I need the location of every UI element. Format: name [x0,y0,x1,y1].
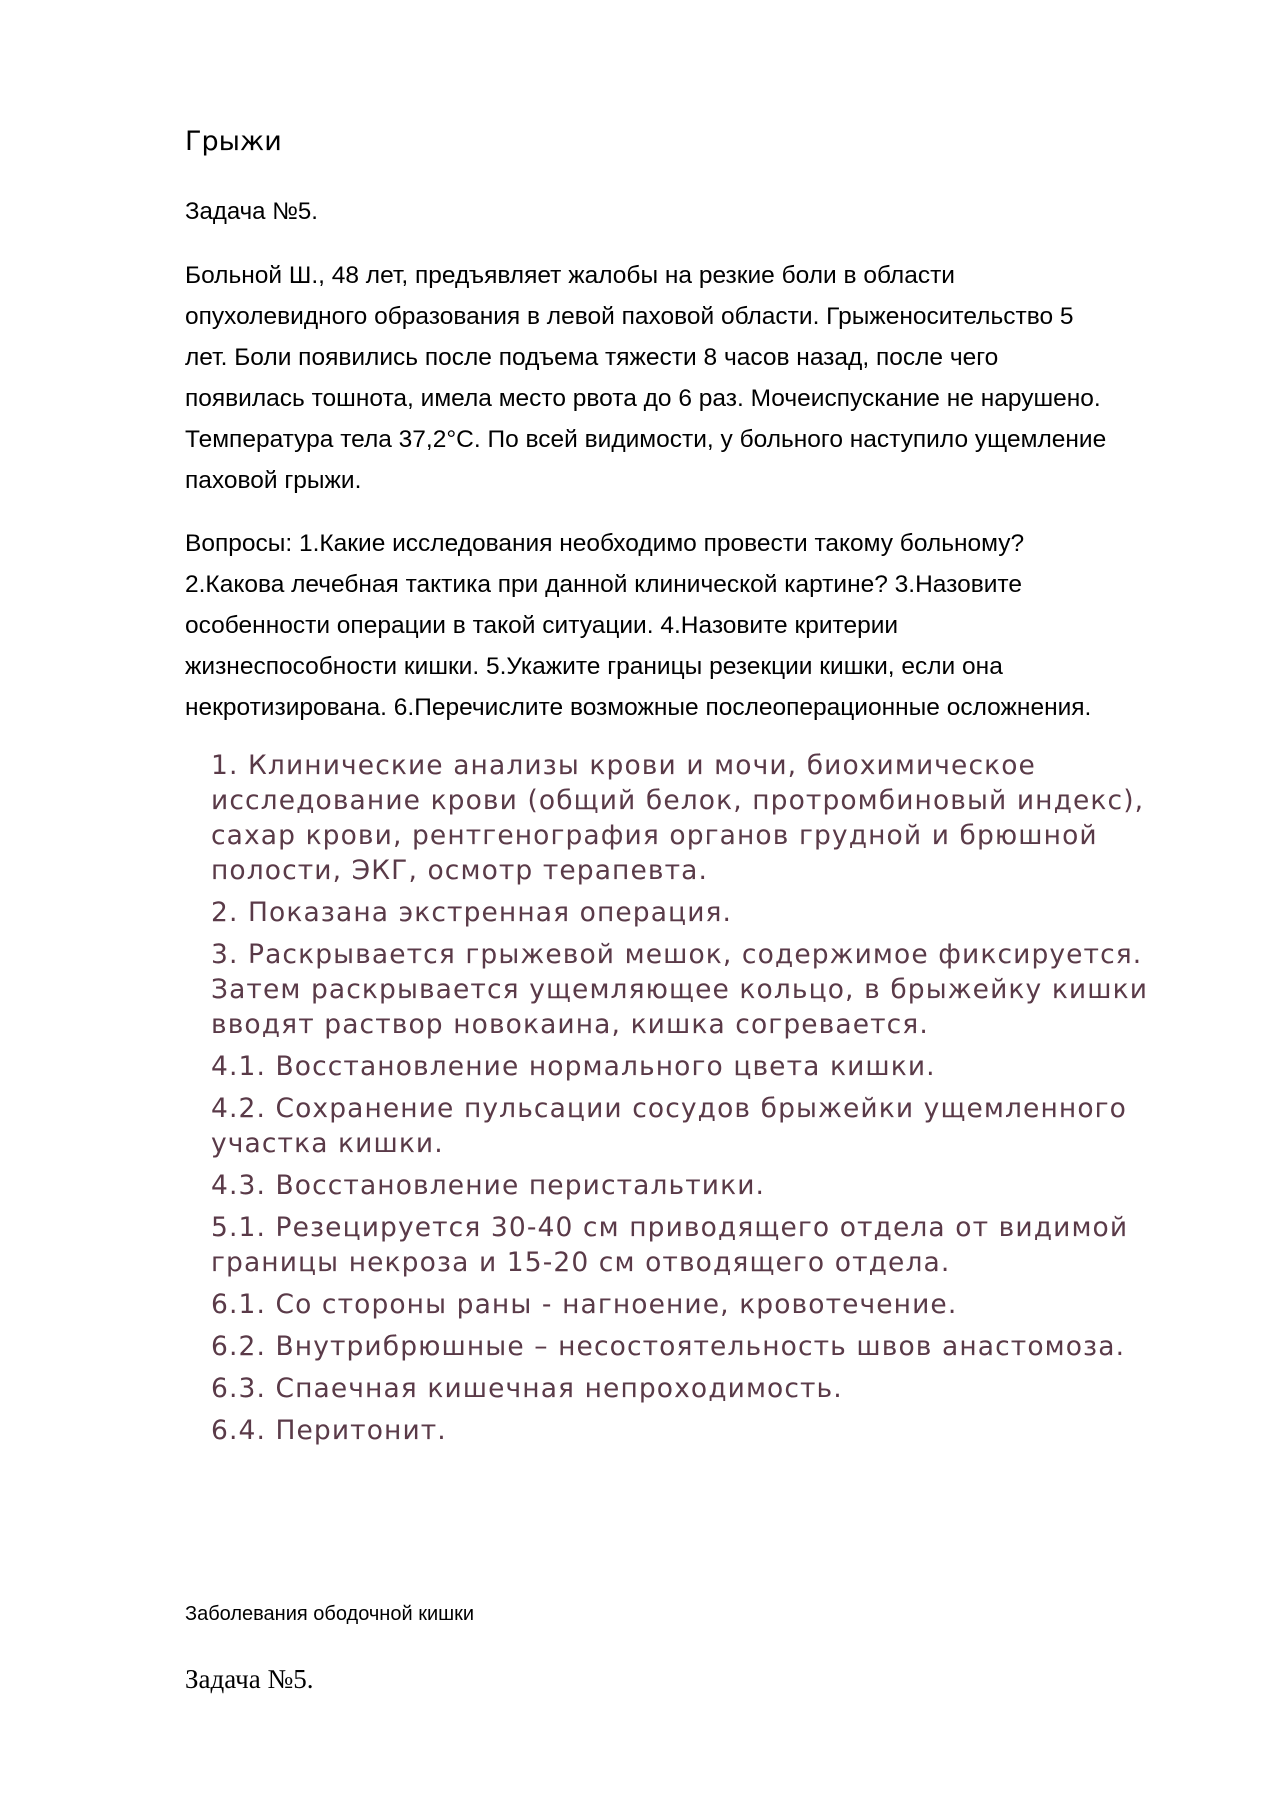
answer-item: 5.1. Резецируется 30-40 см приводящего отдела от видимой границы некроза и 15-20 см отводящего отдела. [211,1212,1129,1278]
case-line: опухолевидного образования в левой паховой области. Грыженосительство 5 [185,303,1074,330]
case-line: паховой грыжи. [185,467,362,494]
question-line: Вопросы: 1.Какие исследования необходимо провести такому больному? [185,530,1025,557]
question-line: жизнеспособности кишки. 5.Укажите границы резекции кишки, если она [185,653,1003,680]
answer-item: 1. Клинические анализы крови и мочи, биохимическое исследование крови (общий белок, протромбиновый индекс), сахар крови, рентгенография органов грудной и брюшной полости, ЭКГ, осмотр терапевта. [211,750,1145,886]
case-line: Больной Ш., 48 лет, предъявляет жалобы на резкие боли в области [185,262,955,289]
question-line: некротизирована. 6.Перечислите возможные послеоперационные осложнения. [185,694,1092,721]
answer-item: 4.3. Восстановление перистальтики. [211,1170,766,1201]
task-label: Задача №5. [185,198,318,225]
question-line: 2.Какова лечебная тактика при данной клинической картине? 3.Назовите [185,571,1022,598]
answer-item: 4.2. Сохранение пульсации сосудов брыжейки ущемленного участка кишки. [211,1093,1127,1159]
next-task-label: Задача №5. [185,1664,314,1694]
answer-item: 3. Раскрывается грыжевой мешок, содержимое фиксируется. Затем раскрывается ущемляющее кольцо, в брыжейку кишки вводят раствор новокаина, кишка согревается. [211,939,1149,1040]
case-line: лет. Боли появились после подъема тяжести 8 часов назад, после чего [185,344,999,371]
question-line: особенности операции в такой ситуации. 4.Назовите критерии [185,612,899,639]
answer-item: 4.1. Восстановление нормального цвета кишки. [211,1051,936,1082]
questions [185,523,1091,728]
answer-item: 6.2. Внутрибрюшные – несостоятельность швов анастомоза. [211,1331,1126,1362]
next-section-title: Заболевания ободочной кишки [185,1603,475,1625]
case-description [185,255,1106,501]
answer-item: 2. Показана экстренная операция. [211,897,733,928]
answer-item: 6.3. Спаечная кишечная непроходимость. [211,1373,843,1404]
answer-item: 6.4. Перитонит. [211,1415,447,1446]
answer-item: 6.1. Со стороны раны - нагноение, кровотечение. [211,1289,958,1320]
answers-list [211,748,1201,1455]
page-title: Грыжи [185,126,282,157]
case-line: Температура тела 37,2°С. По всей видимости, у больного наступило ущемление [185,426,1107,453]
case-line: появилась тошнота, имела место рвота до 6 раз. Мочеиспускание не нарушено. [185,385,1101,412]
